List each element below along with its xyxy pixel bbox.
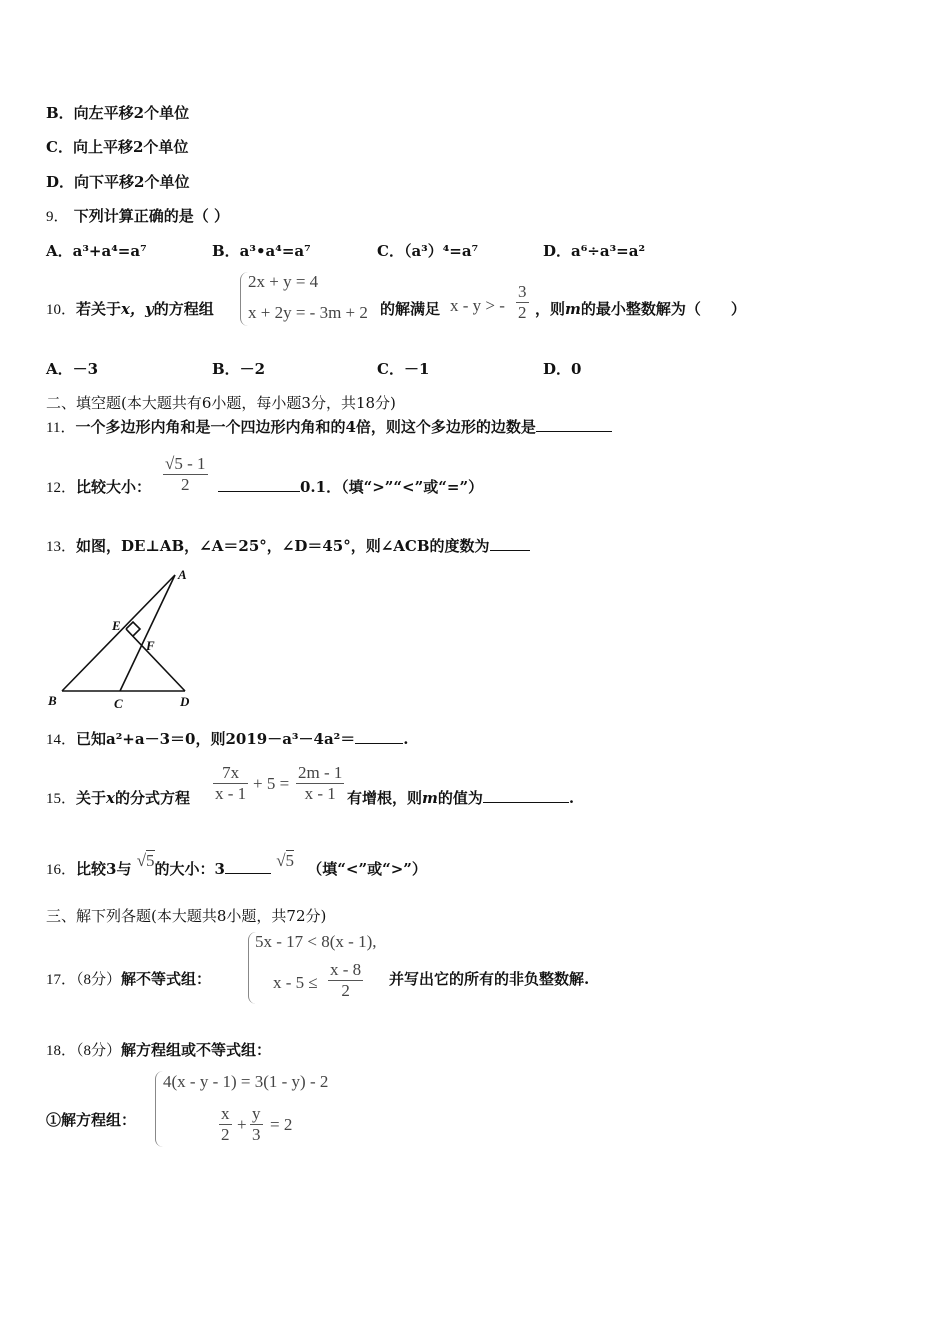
q18-eq2-rhs: = 2 — [270, 1115, 293, 1134]
q16-sqrt-1-val: 5 — [146, 851, 155, 870]
q10-condition — [380, 298, 440, 319]
q10-option-d: D．0 — [543, 360, 582, 378]
q18-stem — [46, 1039, 271, 1060]
q17-eq1: 5x - 17 < 8(x - 1), — [255, 932, 377, 951]
q9-number: 9． — [46, 209, 69, 225]
segment-ca — [120, 575, 175, 691]
q10-text-end-b: 的最小整数解为（ ） — [580, 300, 746, 318]
q15-f2-den: x - 1 — [304, 784, 336, 803]
segment-ba — [62, 575, 175, 691]
q8-option-d: D．向下平移2个单位 — [46, 173, 190, 191]
q12-tail — [218, 476, 483, 497]
q15-text-b: 的分式方程 — [114, 789, 190, 807]
q9-option-b: B．a³•a⁴=a⁷ — [212, 242, 311, 260]
q12-fraction-den: 2 — [181, 475, 190, 494]
q10-vars: x，y — [121, 300, 154, 318]
q10-option-b: B．－2 — [212, 360, 266, 378]
q15-answer-blank[interactable] — [483, 790, 569, 803]
q16-text-a: 比较3与 — [76, 860, 132, 878]
q18-number: 18． — [46, 1043, 77, 1059]
q10-eq1: 2x + y = 4 — [248, 272, 319, 291]
q12-fraction-num: √5 - 1 — [165, 454, 206, 473]
q18-sub-1: ①解方程组： — [46, 1111, 137, 1129]
q14-stem — [46, 728, 408, 749]
label-b: B — [48, 693, 57, 708]
q17-eq2-left: x - 5 ≤ — [273, 973, 318, 992]
q14-tail: . — [403, 730, 409, 748]
q15-var-m: m — [422, 789, 438, 807]
label-c: C — [114, 696, 123, 711]
label-d: D — [180, 694, 190, 709]
q9-option-d: D．a⁶÷a³=a² — [543, 242, 646, 260]
q10-number: 10． — [46, 302, 77, 318]
q12-text: 比较大小： — [76, 478, 152, 496]
q13-number: 13． — [46, 539, 77, 555]
q10-inequality: x - y > - — [450, 296, 505, 315]
q18-frac-x-den: 2 — [221, 1125, 230, 1144]
q15-f1-den: x - 1 — [215, 784, 247, 803]
q13-text: 如图，DE⊥AB，∠A＝25°，∠D＝45°，则∠ACB的度数为 — [76, 537, 490, 555]
q14-text: 已知a²+a－3＝0，则2019－a³－4a²＝ — [76, 730, 356, 748]
q18-plus: + — [237, 1115, 247, 1134]
q17-eq2-fraction — [328, 960, 363, 1001]
q11-number: 11． — [46, 420, 76, 436]
q12-number: 12． — [46, 480, 77, 496]
q9-stem — [46, 205, 229, 226]
label-e: E — [112, 618, 121, 633]
q15-text-c: 有增根，则 — [347, 789, 423, 807]
q18-score: （8分） — [76, 1043, 122, 1059]
q14-answer-blank[interactable] — [355, 731, 403, 744]
q18-eq2-frac-x — [219, 1104, 232, 1145]
q10-text-a: 若关于 — [76, 300, 122, 318]
q10-end — [535, 298, 746, 319]
q9-text: 下列计算正确的是（ ） — [73, 207, 229, 225]
q15-number: 15． — [46, 791, 77, 807]
q9-option-c: C．（a³）⁴=a⁷ — [377, 242, 479, 260]
q15-text-d: 的值为 — [437, 789, 483, 807]
q18-frac-y-num: y — [252, 1104, 261, 1123]
q15-var-x: x — [106, 789, 115, 807]
q8-option-b: B．向左平移2个单位 — [46, 104, 190, 122]
q10-text-mid: 的解满足 — [380, 300, 441, 318]
q17-text: 解不等式组： — [121, 970, 212, 988]
q10-text-c: 的方程组 — [153, 300, 214, 318]
section-2-heading: 二、填空题(本大题共有6小题，每小题3分，共18分) — [46, 394, 396, 412]
q12-tail-text: 0.1．（填“>”“<”或“=”） — [300, 478, 484, 496]
q17-score: （8分） — [76, 972, 122, 988]
q12-answer-blank[interactable] — [218, 479, 300, 492]
q15-plus: + 5 = — [253, 774, 290, 793]
q17-stem — [46, 968, 211, 989]
q16-number: 16． — [46, 862, 77, 878]
q18-frac-y-den: 3 — [252, 1125, 261, 1144]
q10-fraction — [516, 282, 529, 323]
q11-text: 一个多边形内角和是一个四边形内角和的4倍，则这个多边形的边数是 — [75, 418, 536, 436]
q15-fraction-1 — [213, 763, 248, 804]
q15-f2-num: 2m - 1 — [298, 763, 343, 782]
q10-fraction-num: 3 — [518, 282, 527, 301]
q15-text-a: 关于 — [76, 789, 107, 807]
q18-eq2-frac-y — [250, 1104, 263, 1145]
q17-number: 17． — [46, 972, 77, 988]
q15-stem — [46, 787, 190, 808]
q13-stem — [46, 535, 530, 556]
q16-stem — [46, 851, 427, 879]
q18-text: 解方程组或不等式组： — [121, 1041, 272, 1059]
q17-eq2-num: x - 8 — [330, 960, 362, 979]
q17-eq2-den: 2 — [341, 981, 350, 1000]
q11-stem — [46, 416, 612, 437]
q16-tail: （填“<”或“>”） — [307, 860, 427, 878]
q15-tail-dot: . — [568, 789, 575, 807]
label-a: A — [178, 567, 187, 582]
q10-eq2: x + 2y = - 3m + 2 — [248, 303, 368, 322]
q16-sqrt-2: √5 — [276, 851, 295, 870]
q16-sqrt-2-val: 5 — [285, 851, 295, 870]
q12-fraction — [163, 454, 208, 495]
q10-stem — [46, 298, 214, 319]
q16-sqrt-1: √5 — [136, 851, 155, 870]
q10-option-c: C．－1 — [377, 360, 430, 378]
q13-triangle-figure — [40, 565, 210, 715]
q15-fraction-2 — [296, 763, 344, 804]
q18-eq1: 4(x - y - 1) = 3(1 - y) - 2 — [163, 1072, 329, 1091]
q10-text-end-a: ，则 — [535, 300, 566, 318]
q16-answer-blank[interactable] — [225, 861, 271, 874]
section-3-heading: 三、解下列各题(本大题共8小题，共72分) — [46, 907, 327, 925]
q8-option-c: C．向上平移2个单位 — [46, 138, 189, 156]
q9-option-a: A．a³+a⁴=a⁷ — [46, 242, 147, 260]
q10-fraction-den: 2 — [518, 303, 527, 322]
q15-f1-num: 7x — [213, 763, 248, 784]
q18-frac-x-num: x — [221, 1104, 230, 1123]
q16-text-b: 的大小：3 — [154, 860, 225, 878]
q11-answer-blank[interactable] — [536, 419, 612, 432]
q10-option-a: A．－3 — [46, 360, 99, 378]
q12-stem — [46, 476, 151, 497]
q13-answer-blank[interactable] — [490, 538, 530, 551]
label-f: F — [146, 638, 155, 653]
q10-var-m: m — [565, 300, 581, 318]
q14-number: 14． — [46, 732, 77, 748]
q15-tail — [347, 787, 574, 808]
q17-tail: 并写出它的所有的非负整数解. — [389, 970, 590, 988]
